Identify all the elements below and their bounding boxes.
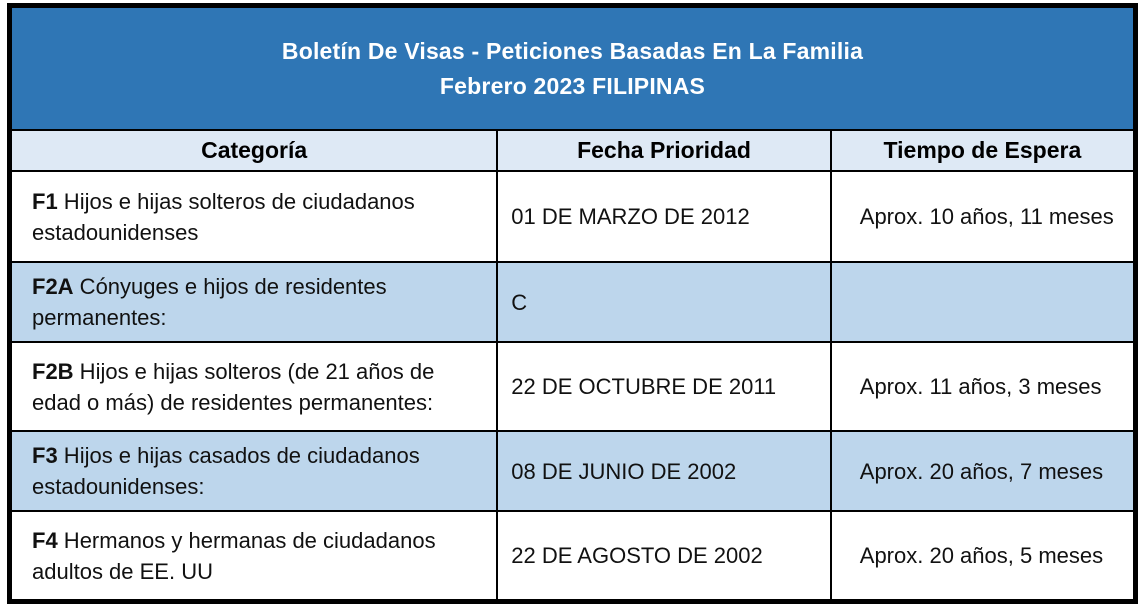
table-row (11, 431, 1134, 511)
category-text: Cónyuges e hijos de residentes permanentes: (32, 274, 387, 330)
category-cell (11, 171, 497, 262)
priority-date-cell: 22 DE AGOSTO DE 2002 (497, 511, 831, 600)
category-code: F4 (32, 527, 58, 553)
table-row (11, 262, 1134, 342)
category-cell (11, 511, 497, 600)
category-cell (11, 342, 497, 431)
table-row (11, 342, 1134, 431)
category-code: F3 (32, 443, 58, 468)
category-cell (11, 431, 497, 511)
column-header-categoria: Categoría (11, 130, 497, 171)
wait-time-cell: Aprox. 10 años, 11 meses (831, 171, 1134, 262)
category-code: F2A (32, 274, 74, 299)
wait-time-cell: Aprox. 20 años, 5 meses (831, 511, 1134, 600)
category-text: Hermanos y hermanas de ciudadanos adultos de EE. UU (32, 527, 436, 584)
table-row (11, 171, 1134, 262)
category-text: Hijos e hijas casados de ciudadanos estadounidenses: (32, 443, 420, 499)
priority-date-cell: 01 DE MARZO DE 2012 (497, 171, 831, 262)
category-cell (11, 262, 497, 342)
column-header-row (11, 130, 1134, 171)
wait-time-cell (831, 262, 1134, 342)
table-row (11, 511, 1134, 600)
visa-bulletin-table-frame (7, 3, 1138, 604)
table-body (11, 171, 1134, 600)
column-header-fecha-prioridad: Fecha Prioridad (497, 130, 831, 171)
visa-bulletin-table (10, 6, 1135, 601)
banner-title-line1: Boletín De Visas - Peticiones Basadas En La Familia (281, 37, 864, 64)
banner-cell (11, 7, 1134, 130)
wait-time-cell: Aprox. 11 años, 3 meses (831, 342, 1134, 431)
priority-date-cell: 22 DE OCTUBRE DE 2011 (497, 342, 831, 431)
category-text: Hijos e hijas solteros (de 21 años de edad o más) de residentes permanentes: (32, 358, 435, 415)
priority-date-cell: C (497, 262, 831, 342)
wait-time-cell: Aprox. 20 años, 7 meses (831, 431, 1134, 511)
banner-row (11, 7, 1134, 130)
priority-date-cell: 08 DE JUNIO DE 2002 (497, 431, 831, 511)
category-text: Hijos e hijas solteros de ciudadanos estadounidenses (32, 188, 415, 245)
banner-title-line2: Febrero 2023 FILIPINAS (439, 72, 706, 99)
category-code: F2B (32, 358, 74, 384)
category-code: F1 (32, 188, 58, 214)
column-header-tiempo-de-espera: Tiempo de Espera (831, 130, 1134, 171)
